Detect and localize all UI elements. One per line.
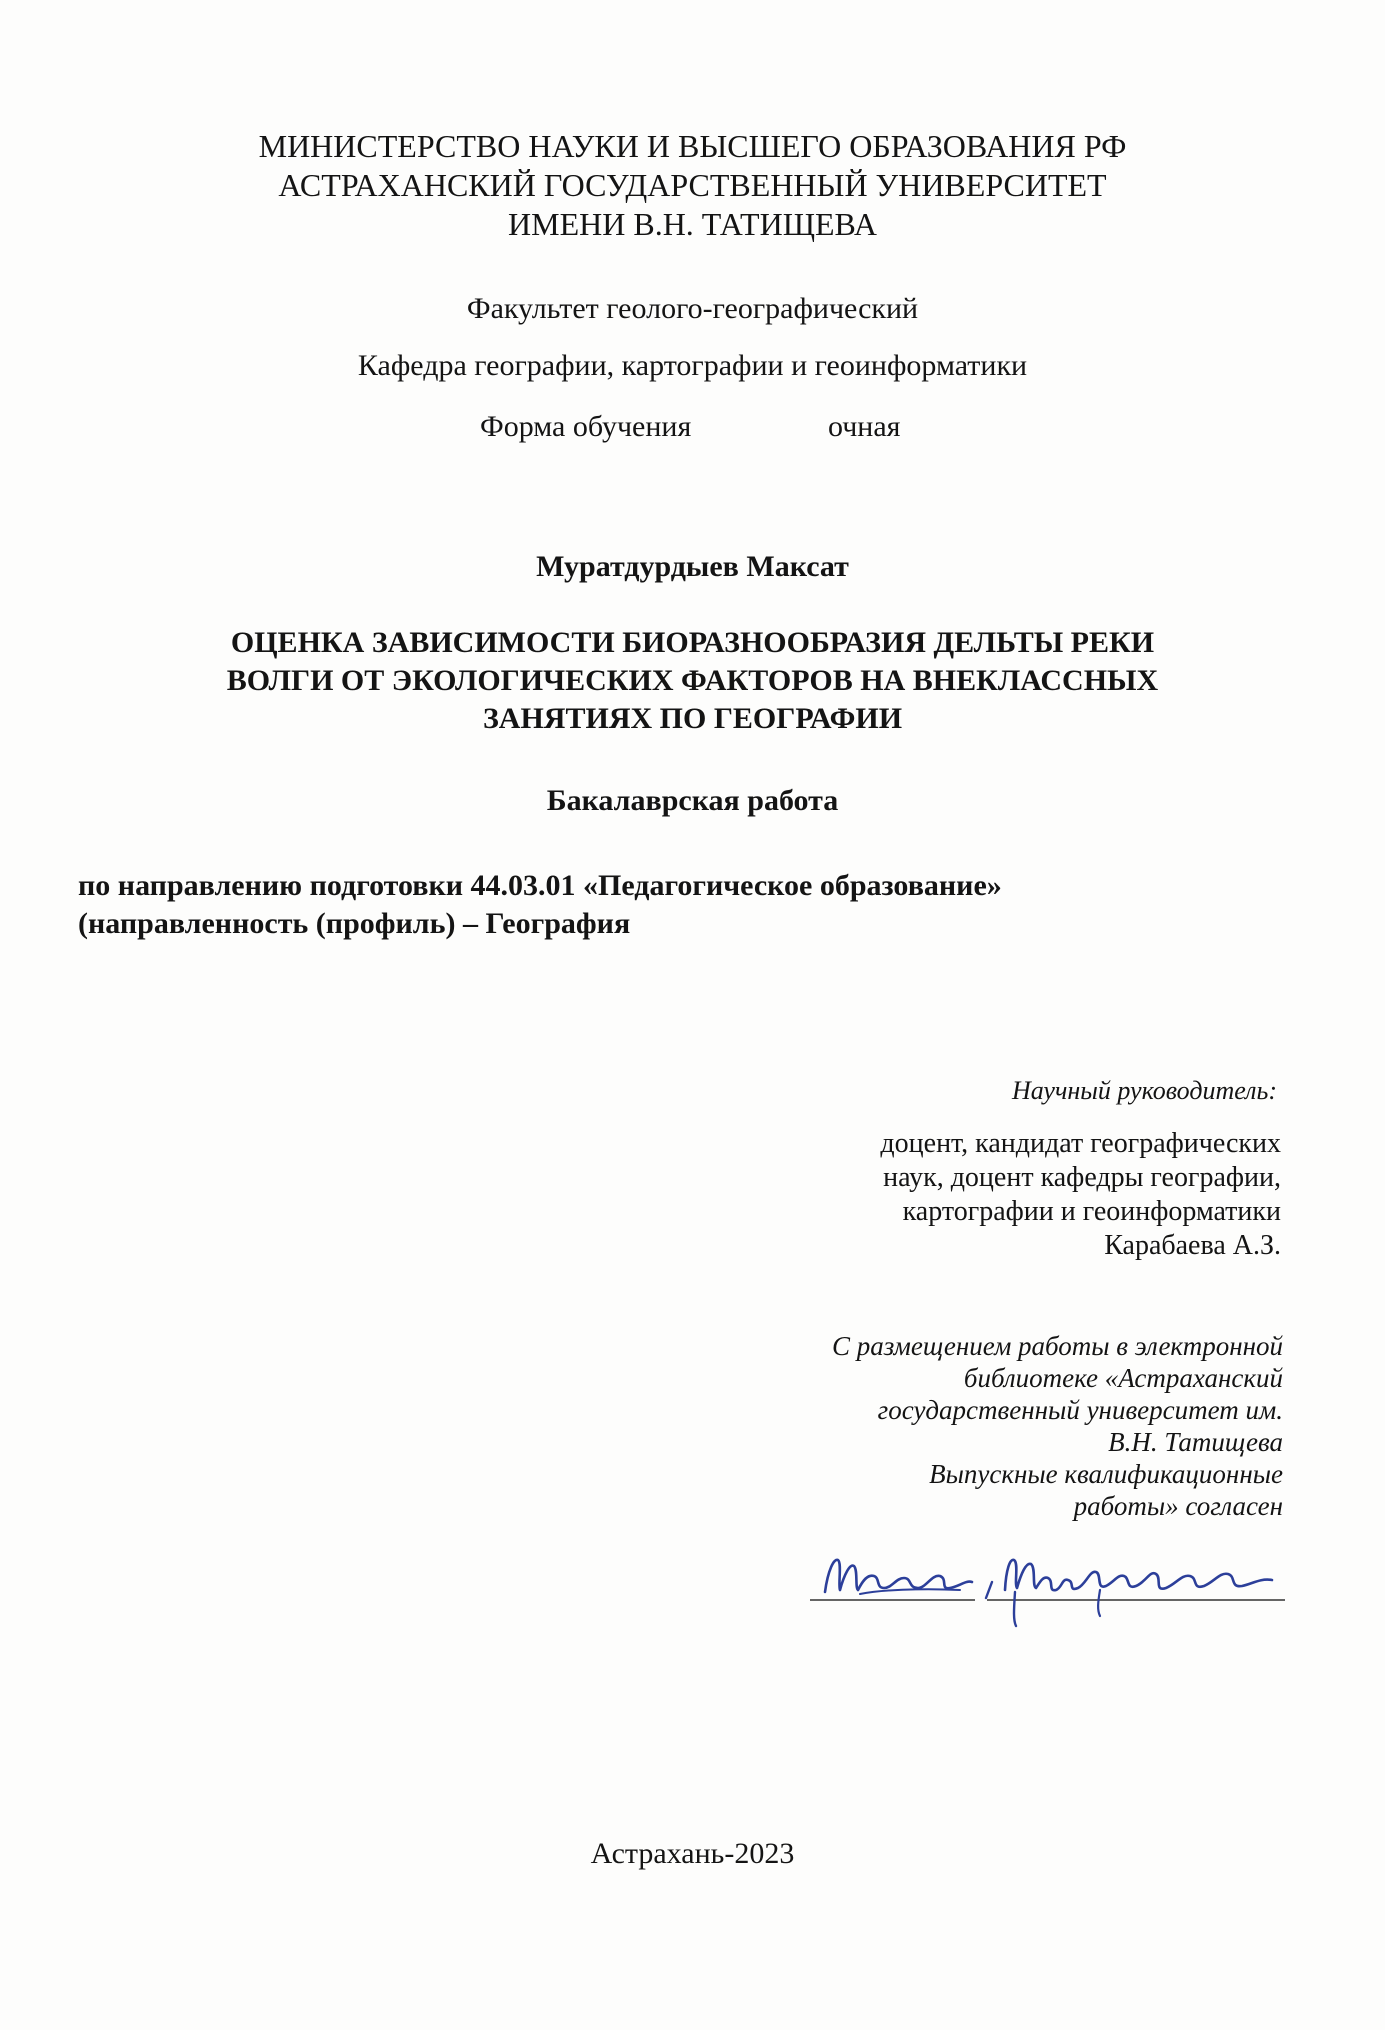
consent-line-3: государственный университет им. — [877, 1395, 1283, 1425]
ministry-line: МИНИСТЕРСТВО НАУКИ И ВЫСШЕГО ОБРАЗОВАНИЯ РФ — [258, 128, 1127, 164]
consent-line-1: С размещением работы в электронной — [831, 1331, 1283, 1361]
direction-line-2: (направленность (профиль) – География — [78, 907, 631, 940]
consent-line-2: библиотеке «Астраханский — [963, 1363, 1283, 1393]
work-type: Бакалаврская работа — [546, 784, 839, 817]
study-form-label: Форма обучения — [480, 410, 692, 443]
supervisor-line-2: наук, доцент кафедры географии, — [883, 1162, 1281, 1193]
signature-block — [800, 1530, 1300, 1630]
supervisor-name: Карабаева А.З. — [1104, 1230, 1281, 1261]
university-line: АСТРАХАНСКИЙ ГОСУДАРСТВЕННЫЙ УНИВЕРСИТЕТ — [278, 167, 1107, 203]
author-name: Муратдурдыев Максат — [536, 550, 849, 583]
thesis-title-line-1: ОЦЕНКА ЗАВИСИМОСТИ БИОРАЗНООБРАЗИЯ ДЕЛЬТЫ РЕКИ — [230, 626, 1155, 659]
thesis-title-line-2: ВОЛГИ ОТ ЭКОЛОГИЧЕСКИХ ФАКТОРОВ НА ВНЕКЛАССНЫХ — [226, 664, 1159, 697]
supervisor-line-1: доцент, кандидат географических — [880, 1128, 1281, 1159]
signature-scribble — [825, 1560, 972, 1592]
name-scribble — [1005, 1560, 1272, 1590]
thesis-title-line-3: ЗАНЯТИЯХ ПО ГЕОГРАФИИ — [482, 702, 903, 735]
consent-line-4: В.Н. Татищева — [1108, 1427, 1283, 1457]
consent-line-5: Выпускные квалификационные — [929, 1459, 1283, 1489]
consent-line-6: работы» согласен — [1073, 1491, 1283, 1521]
department-line: Кафедра географии, картографии и геоинформатики — [357, 349, 1028, 382]
handwritten-signature — [800, 1530, 1300, 1630]
signature-separator — [986, 1582, 992, 1598]
city-year: Астрахань-2023 — [590, 1837, 795, 1870]
direction-line-1: по направлению подготовки 44.03.01 «Педагогическое образование» — [78, 869, 1002, 902]
study-form-value: очная — [828, 410, 901, 443]
supervisor-label: Научный руководитель: — [1011, 1076, 1277, 1105]
faculty-line: Факультет геолого-географический — [466, 292, 919, 325]
university-name-line: ИМЕНИ В.Н. ТАТИЩЕВА — [508, 206, 877, 242]
supervisor-line-3: картографии и геоинформатики — [902, 1196, 1281, 1227]
